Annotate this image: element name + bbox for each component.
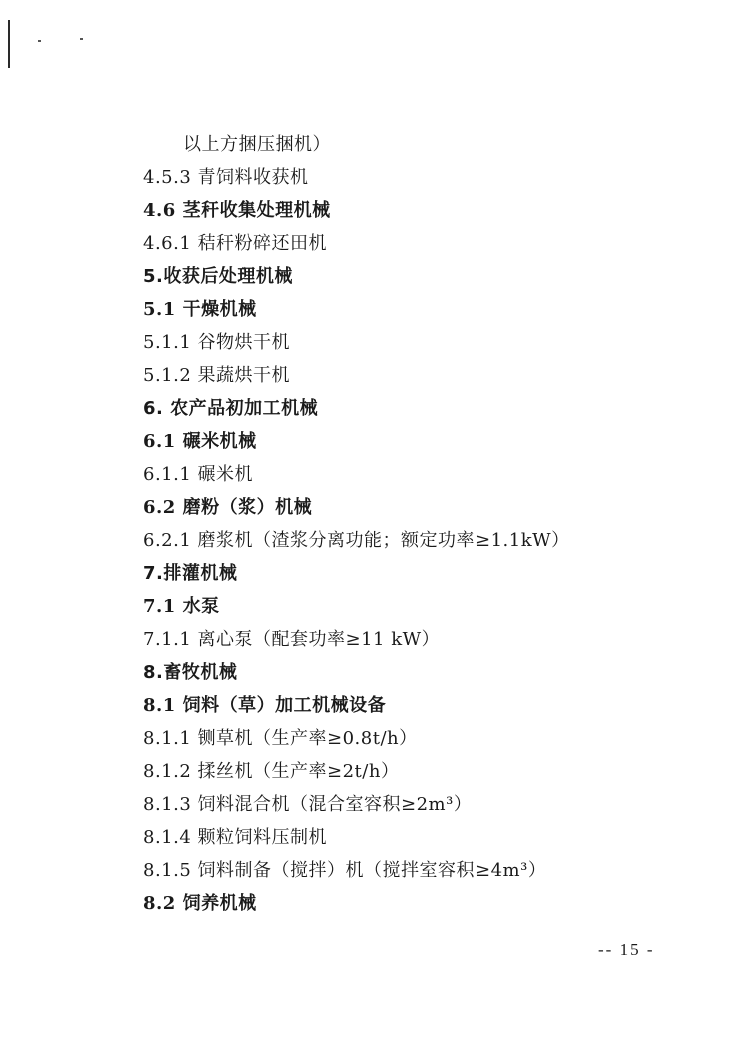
scan-speck bbox=[80, 38, 83, 40]
text-line: 8.1.4 颗粒饲料压制机 bbox=[143, 827, 328, 848]
section-heading: 6. 农产品初加工机械 bbox=[143, 398, 319, 419]
text-line: 5.1.2 果蔬烘干机 bbox=[143, 365, 291, 386]
text-line: 5.1.1 谷物烘干机 bbox=[143, 332, 291, 353]
text-line: 6.2 磨粉（浆）机械 bbox=[143, 497, 313, 518]
scan-speck bbox=[38, 40, 41, 42]
section-heading: 7.排灌机械 bbox=[143, 563, 238, 584]
text-line: 4.6 茎秆收集处理机械 bbox=[143, 200, 331, 221]
text-line: 5.1 干燥机械 bbox=[143, 299, 257, 320]
text-line: 8.1.2 揉丝机（生产率≥2t/h） bbox=[143, 761, 400, 782]
scan-edge-mark bbox=[8, 20, 10, 68]
text-line: 6.1.1 碾米机 bbox=[143, 464, 254, 485]
text-line: 6.1 碾米机械 bbox=[143, 431, 257, 452]
document-body bbox=[143, 128, 703, 920]
text-line: 6.2.1 磨浆机（渣浆分离功能；额定功率≥1.1kW） bbox=[143, 530, 570, 551]
text-line: 4.6.1 秸秆粉碎还田机 bbox=[143, 233, 328, 254]
text-line: 8.2 饲养机械 bbox=[143, 893, 257, 914]
section-heading: 8.畜牧机械 bbox=[143, 662, 238, 683]
text-line: 7.1 水泵 bbox=[143, 596, 220, 617]
text-line: 4.5.3 青饲料收获机 bbox=[143, 167, 309, 188]
text-line: 8.1.3 饲料混合机（混合室容积≥2m³） bbox=[143, 794, 473, 815]
text-line: 8.1 饲料（草）加工机械设备 bbox=[143, 695, 387, 716]
page-number: -- 15 - bbox=[598, 940, 655, 959]
text-line: 以上方捆压捆机） bbox=[183, 134, 331, 155]
section-heading: 5.收获后处理机械 bbox=[143, 266, 293, 287]
text-line: 7.1.1 离心泵（配套功率≥11 kW） bbox=[143, 629, 441, 650]
text-line: 8.1.5 饲料制备（搅拌）机（搅拌室容积≥4m³） bbox=[143, 860, 547, 881]
text-line: 8.1.1 铡草机（生产率≥0.8t/h） bbox=[143, 728, 418, 749]
